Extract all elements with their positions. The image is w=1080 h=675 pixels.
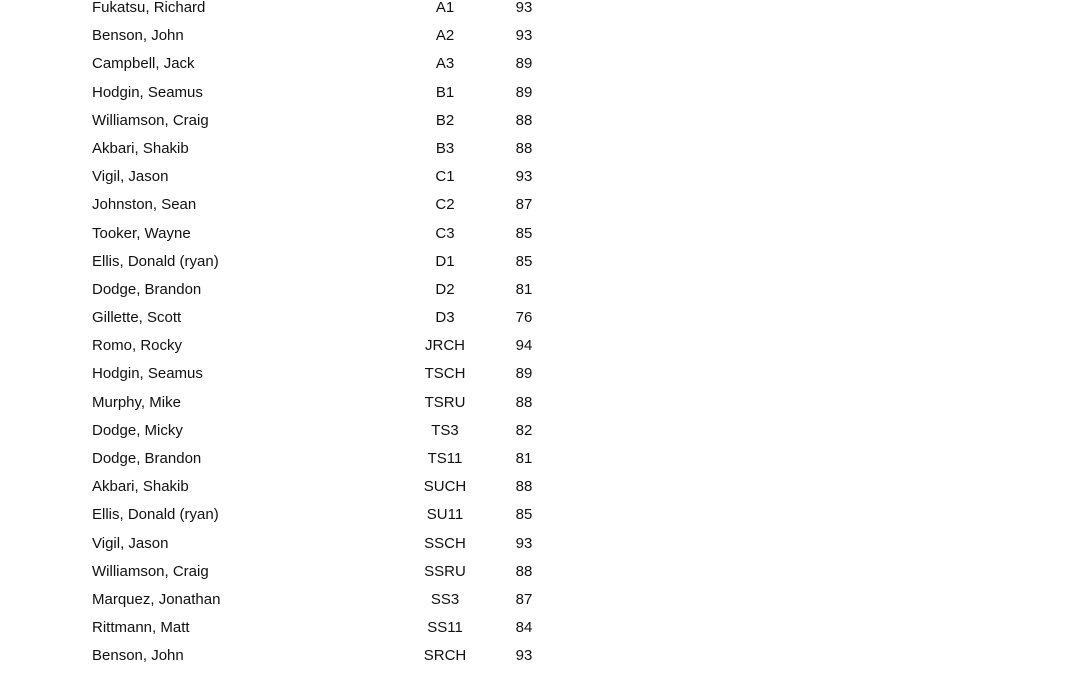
class-code: C1 xyxy=(435,168,455,186)
competitor-name: Dodge, Micky xyxy=(92,421,183,439)
class-code: B2 xyxy=(435,111,455,129)
score-value: 89 xyxy=(515,365,533,383)
class-code: A3 xyxy=(435,55,455,73)
class-code: SS11 xyxy=(427,619,463,637)
competitor-name: Dodge, Brandon xyxy=(92,450,202,467)
table-row xyxy=(0,501,1080,529)
class-code: B1 xyxy=(435,83,455,101)
competitor-name: Tooker, Wayne xyxy=(92,224,191,242)
table-row xyxy=(0,558,1080,586)
table-row xyxy=(0,50,1080,78)
table-row xyxy=(0,614,1080,642)
competitor-name: Hodgin, Seamus xyxy=(92,365,203,383)
class-code: SRCH xyxy=(423,647,467,665)
table-row xyxy=(0,389,1080,417)
competitor-name: Romo, Rocky xyxy=(92,337,183,355)
table-row xyxy=(0,135,1080,163)
class-code: TSRU xyxy=(424,393,466,411)
table-row xyxy=(0,79,1080,107)
table-row xyxy=(0,530,1080,558)
score-value: 93 xyxy=(515,27,533,45)
class-code: TS11 xyxy=(427,450,463,467)
score-value: 85 xyxy=(515,252,533,270)
competitor-name: Murphy, Mike xyxy=(92,393,181,411)
class-code: B3 xyxy=(435,139,455,157)
table-row xyxy=(0,586,1080,614)
table-row xyxy=(0,276,1080,304)
table-row xyxy=(0,304,1080,332)
score-value: 87 xyxy=(515,590,533,608)
competitor-name: Vigil, Jason xyxy=(92,168,169,186)
competitor-name: Campbell, Jack xyxy=(92,55,195,73)
class-code: TS3 xyxy=(431,421,459,439)
table-row xyxy=(0,220,1080,248)
table-row xyxy=(0,163,1080,191)
competitor-name: Gillette, Scott xyxy=(92,309,182,327)
competitor-name: Rittmann, Matt xyxy=(92,619,190,637)
score-value: 89 xyxy=(515,83,533,101)
table-row xyxy=(0,22,1080,50)
class-code: C2 xyxy=(435,196,455,214)
score-value: 81 xyxy=(515,280,533,298)
class-code: A2 xyxy=(435,27,455,45)
class-code: D3 xyxy=(435,309,455,327)
score-value: 81 xyxy=(515,450,533,467)
table-row xyxy=(0,360,1080,388)
class-code: SSRU xyxy=(424,562,466,580)
competitor-name: Williamson, Craig xyxy=(92,562,209,580)
score-value: 85 xyxy=(515,224,533,242)
score-value: 93 xyxy=(515,168,533,186)
score-value: 76 xyxy=(515,309,533,327)
table-row xyxy=(0,0,1080,22)
score-value: 88 xyxy=(515,139,533,157)
class-code: SSCH xyxy=(424,534,466,552)
table-row xyxy=(0,445,1080,473)
class-code: D2 xyxy=(435,280,455,298)
table-row xyxy=(0,191,1080,219)
class-code: TSCH xyxy=(424,365,466,383)
score-value: 85 xyxy=(515,506,533,524)
class-code: JRCH xyxy=(425,337,465,355)
class-code: SUCH xyxy=(423,478,467,496)
score-value: 84 xyxy=(515,619,533,637)
score-value: 94 xyxy=(515,337,533,355)
competitor-name: Ellis, Donald (ryan) xyxy=(92,506,219,524)
class-code: SS3 xyxy=(430,590,460,608)
score-value: 93 xyxy=(515,647,533,665)
score-value: 87 xyxy=(515,196,533,214)
table-row xyxy=(0,473,1080,501)
competitor-name: Williamson, Craig xyxy=(92,111,209,129)
table-row xyxy=(0,248,1080,276)
score-value: 88 xyxy=(515,111,533,129)
score-value: 93 xyxy=(515,534,533,552)
table-row xyxy=(0,642,1080,670)
competitor-name: Benson, John xyxy=(92,647,184,665)
table-row xyxy=(0,417,1080,445)
table-row xyxy=(0,107,1080,135)
competitor-name: Ellis, Donald (ryan) xyxy=(92,252,219,270)
competitor-name: Fukatsu, Richard xyxy=(92,0,206,16)
score-value: 93 xyxy=(515,0,533,16)
table-row xyxy=(0,332,1080,360)
score-value: 82 xyxy=(515,421,533,439)
score-value: 89 xyxy=(515,55,533,73)
competitor-name: Vigil, Jason xyxy=(92,534,169,552)
class-code: C3 xyxy=(435,224,455,242)
score-value: 88 xyxy=(515,393,533,411)
class-code: A1 xyxy=(435,0,455,16)
competitor-name: Dodge, Brandon xyxy=(92,280,202,298)
score-value: 88 xyxy=(515,562,533,580)
competitor-name: Johnston, Sean xyxy=(92,196,197,214)
class-code: SU11 xyxy=(426,506,464,524)
competitor-name: Akbari, Shakib xyxy=(92,478,189,496)
competitor-name: Hodgin, Seamus xyxy=(92,83,203,101)
competitor-name: Marquez, Jonathan xyxy=(92,590,221,608)
competitor-name: Benson, John xyxy=(92,27,184,45)
score-value: 88 xyxy=(515,478,533,496)
competitor-name: Akbari, Shakib xyxy=(92,139,189,157)
class-code: D1 xyxy=(435,252,455,270)
